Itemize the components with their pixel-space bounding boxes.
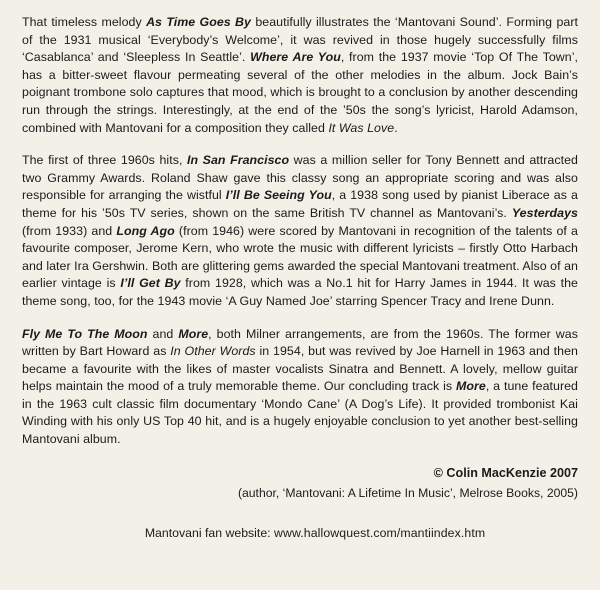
text-run: .	[394, 120, 398, 135]
text-run: In Other Words	[170, 344, 256, 359]
text-run: was a million seller for Tony Bennett and attracted two Grammy Awards. Roland Shaw gave this classy song an appropriate scoring and was also responsible for arranging the wistful	[22, 153, 578, 203]
text-run: , a 1938 song used by pianist Liberace as a theme for his ’50s TV series, shown on the same British TV channel as Mantovani’s.	[22, 188, 578, 220]
text-run: from 1928, which was a No.1 hit for Harry James in 1944. It was the theme song, too, for the 1943 movie ‘A Guy Named Joe’ starring Spencer Tracy and Irene Dunn.	[22, 276, 578, 308]
text-run: The first of three 1960s hits,	[22, 153, 187, 168]
paragraph-1	[22, 14, 578, 137]
text-run: (from 1946) were scored by Mantovani in recognition of the talents of a favourite composer, Jerome Kern, who wrote the music with different lyricists – firstly Otto Harbach and later Ira Gershwin. Both are glittering gems awarded the special Mantovani treatment. Also of an earlier vintage is	[22, 223, 579, 291]
copyright-line: © Colin MacKenzie 2007	[433, 465, 578, 480]
text-run: It Was Love	[328, 120, 395, 135]
text-run: Where Are You	[250, 50, 341, 65]
credit-block	[22, 464, 578, 502]
text-run: and	[147, 326, 179, 341]
paragraph-3	[22, 326, 578, 449]
text-run: Yesterdays	[511, 205, 578, 220]
text-run: More	[456, 379, 486, 394]
text-run: That timeless melody	[22, 15, 147, 29]
text-run: , a tune featured in the 1963 cult classic film documentary ‘Mondo Cane’ (A Dog’s Life). It provided trombonist Kai Winding with his only US Top 40 hit, and is a hugely enjoyable conclusion to yet another best-selling Mantovani album.	[22, 379, 579, 447]
fan-website-line	[22, 524, 578, 542]
text-run: in 1954, but was revived by Joe Harnell in 1963 and then became a favourite with the likes of master vocalists Sinatra and Bennett. A lovely, mellow guitar helps maintain the mood of a truly memorable theme. Our concluding track is	[22, 344, 578, 394]
text-run: As Time Goes By	[146, 15, 251, 29]
website-label: Mantovani fan website:	[144, 525, 275, 540]
text-run: In San Francisco	[187, 153, 290, 168]
author-source-line: (author, ‘Mantovani: A Lifetime In Music’, Melrose Books, 2005)	[237, 485, 578, 500]
website-url[interactable]: www.hallowquest.com/mantiindex.htm	[274, 525, 486, 540]
text-run: Long Ago	[116, 223, 175, 238]
text-run: beautifully illustrates the ‘Mantovani Sound’. Forming part of the 1931 musical ‘Everybody’s Welcome’, it was revived in those hugely successfully films ‘Casablanca’ and ‘Sleepless In Seattle’.	[22, 15, 579, 65]
text-run: , from the 1937 movie ‘Top Of The Town’, has a bitter-sweet flavour permeating several of the other melodies in the album. Jock Bain’s poignant trombone solo captures that mood, which is brought to a conclusion by another descending run through the strings. Interestingly, at the end of the ’50s the song’s lyricist, Harold Adamson, combined with Mantovani for a composition they called	[22, 50, 578, 135]
text-run: I’ll Get By	[120, 276, 181, 291]
paragraph-2	[22, 152, 578, 310]
text-run: More	[178, 326, 209, 341]
text-run: Fly Me To The Moon	[22, 326, 148, 341]
text-run: (from 1933) and	[22, 223, 117, 238]
text-run: I’ll Be Seeing You	[225, 188, 332, 203]
text-run: , both Milner arrangements, are from the 1960s. The former was written by Bart Howard as	[22, 326, 578, 359]
